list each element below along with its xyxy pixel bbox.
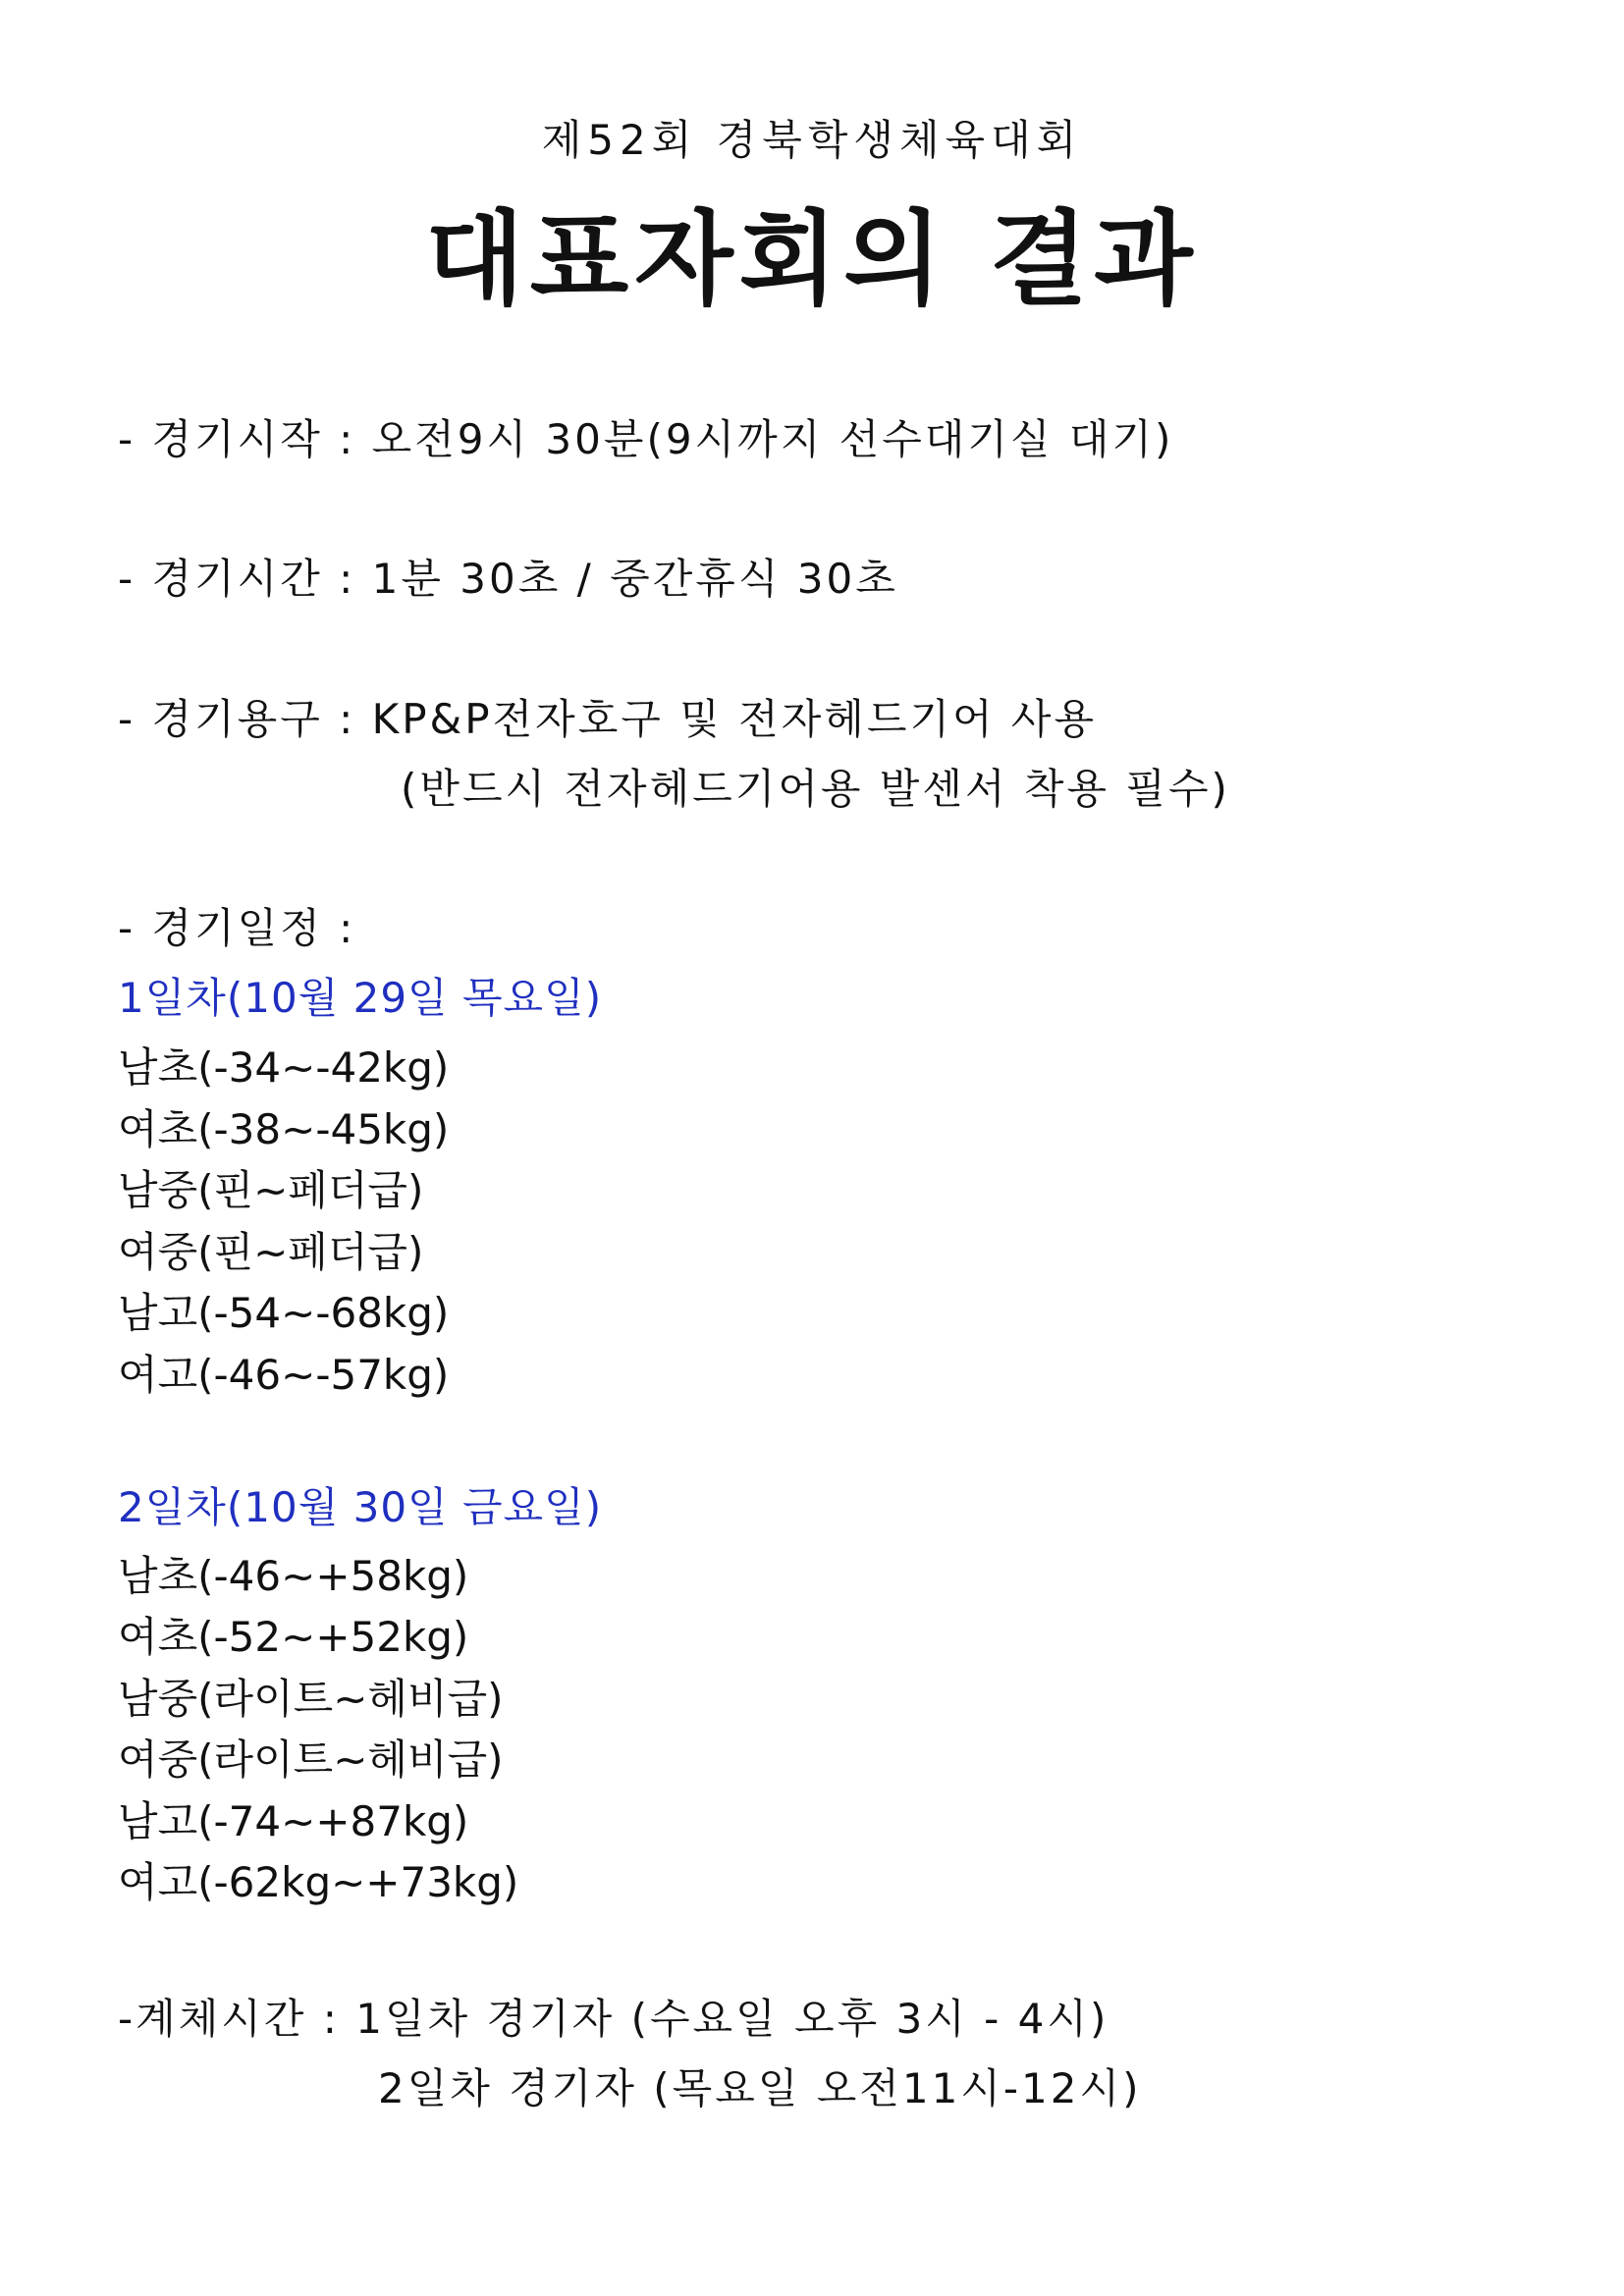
day2-division: 여중(라이트~헤비급)	[118, 1735, 504, 1784]
weigh-in-line-2: 2일차 경기자 (목요일 오전11시-12시)	[378, 2064, 1142, 2112]
day1-division: 여고(-46~-57kg)	[118, 1351, 450, 1399]
day2-division: 여고(-62kg~+73kg)	[118, 1858, 519, 1906]
day1-division: 남초(-34~-42kg)	[118, 1043, 450, 1092]
page-title: 대표자회의 결과	[425, 199, 1199, 319]
equipment-line: - 경기용구 : KP&P전자호구 및 전자헤드기어 사용	[118, 695, 1098, 743]
day2-division: 남중(라이트~헤비급)	[118, 1675, 504, 1723]
event-subtitle: 제52회 경북학생체육대회	[541, 116, 1083, 164]
weigh-in-line: -계체시간 : 1일차 경기자 (수요일 오후 3시 - 4시)	[118, 1995, 1110, 2043]
day1-division: 남고(-54~-68kg)	[118, 1289, 450, 1337]
day2-division: 남초(-46~+58kg)	[118, 1552, 469, 1600]
start-time-line: - 경기시작 : 오전9시 30분(9시까지 선수대기실 대기)	[118, 415, 1174, 463]
day2-division: 남고(-74~+87kg)	[118, 1797, 469, 1845]
equipment-note-line: (반드시 전자헤드기어용 발센서 착용 필수)	[401, 765, 1230, 813]
day1-heading: 1일차(10월 29일 목요일)	[118, 974, 603, 1022]
day1-division: 여중(핀~페더급)	[118, 1228, 424, 1276]
schedule-label: - 경기일정 :	[118, 904, 356, 952]
match-time-line: - 경기시간 : 1분 30초 / 중간휴식 30초	[118, 555, 898, 603]
day2-heading: 2일차(10월 30일 금요일)	[118, 1483, 603, 1531]
day1-division: 여초(-38~-45kg)	[118, 1105, 450, 1153]
day1-division: 남중(핀~페더급)	[118, 1166, 424, 1214]
day2-division: 여초(-52~+52kg)	[118, 1613, 469, 1661]
